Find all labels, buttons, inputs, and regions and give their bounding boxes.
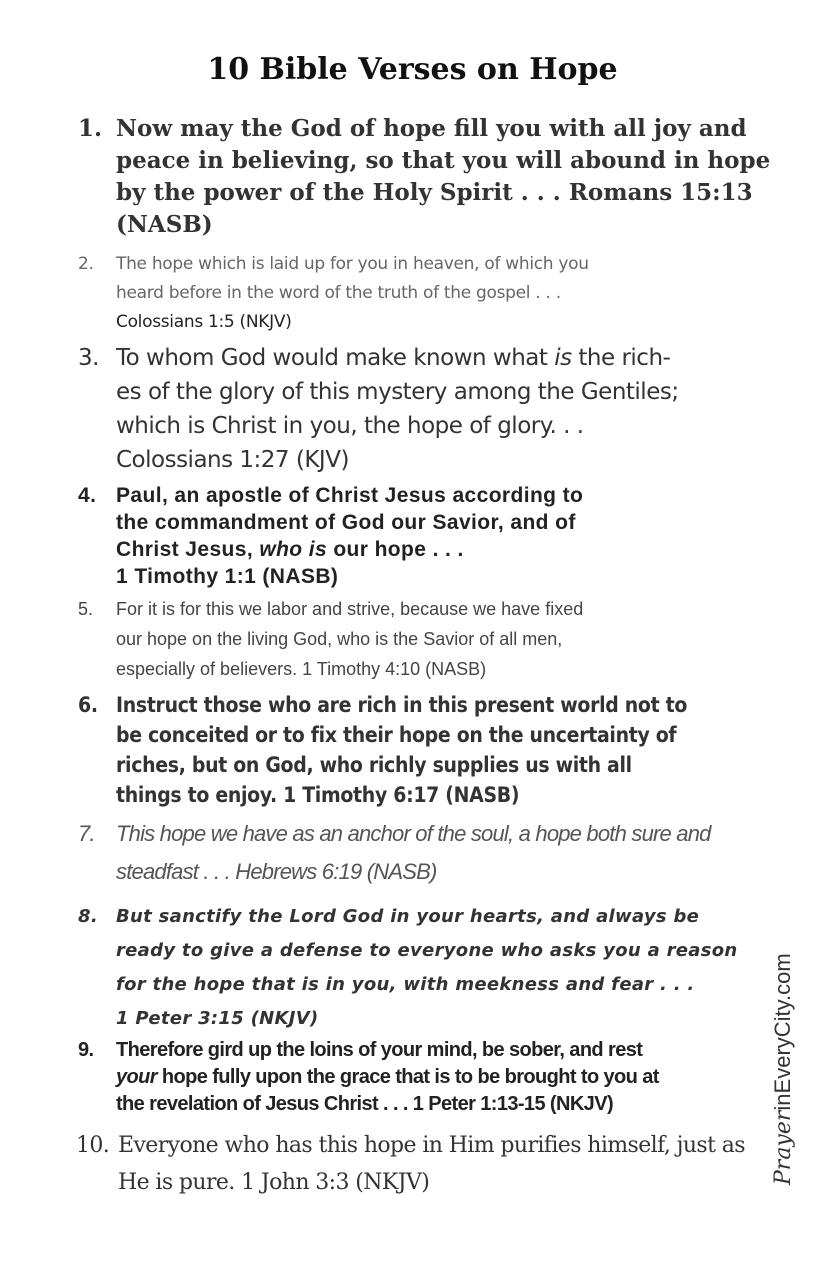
verse-segment: es of the glory of this mystery among the Gentiles; <box>116 379 679 405</box>
verse-line <box>116 624 746 654</box>
verse-segment: To whom God would make known what <box>116 345 555 371</box>
verse-segment: Christ Jesus, <box>116 538 260 561</box>
verse-segment: 1 Timothy 1:1 (NASB) <box>116 565 339 588</box>
emphasis-text: who is <box>259 538 328 561</box>
verse-segment: hope fully upon the grace that is to be brought to you at <box>156 1066 659 1088</box>
verse-segment: our hope on the living God, who is the Savior of all men, <box>116 629 563 649</box>
verse-number: 1. <box>78 115 103 142</box>
verse-line <box>116 375 746 409</box>
verse-segment: Therefore gird up the loins of your mind, be sober, and rest <box>116 1039 643 1061</box>
verse-segment: our hope . . . <box>327 538 464 561</box>
verse-text <box>116 482 746 590</box>
watermark-prayerineverycity <box>770 953 796 1185</box>
verse-number: 6. <box>78 693 98 717</box>
verse-line <box>116 594 746 624</box>
verse-line <box>116 968 746 1002</box>
verse-line <box>116 341 746 375</box>
verse-line <box>116 690 746 720</box>
verse-number: 7. <box>78 821 95 846</box>
verse-segment: Instruct those who are rich in this present world not to <box>116 693 688 717</box>
verse-text <box>118 1127 748 1201</box>
verse-line <box>116 654 746 684</box>
verse-segment: Now may the God of hope fill you with all joy and <box>116 115 747 142</box>
verse-segment: Colossians 1:5 (NKJV) <box>116 312 292 332</box>
verse-segment: He is pure. 1 John 3:3 (NKJV) <box>118 1170 430 1195</box>
watermark-rest: inEveryCity.com <box>770 953 795 1111</box>
verse-line <box>116 250 746 279</box>
verse-segment: This hope we have as an anchor of the soul, a hope both sure and <box>116 821 711 846</box>
verse-segment: riches, but on God, who richly supplies us with all <box>116 753 632 777</box>
verse-line <box>118 1164 748 1201</box>
verse-segment: Colossians 1:27 (KJV) <box>116 447 349 473</box>
verse-line <box>116 563 746 590</box>
verse-segment: heard before in the word of the truth of the gospel . . . <box>116 283 561 303</box>
verse-segment: The hope which is laid up for you in heaven, of which you <box>116 254 589 274</box>
verse-line <box>116 1002 746 1036</box>
verse-segment: (NASB) <box>116 211 213 238</box>
verse-line <box>116 443 746 477</box>
verse-segment: things to enjoy. 1 Timothy 6:17 (NASB) <box>116 783 520 807</box>
verse-line <box>116 815 746 853</box>
verse-line <box>116 720 746 750</box>
verse-segment: ready to <box>116 940 211 961</box>
verse-line <box>116 536 746 563</box>
verse-line <box>116 177 753 209</box>
verse-line <box>116 900 746 934</box>
verse-number: 2. <box>78 254 94 274</box>
verse-segment: a defense to everyone who asks you a reason <box>254 940 738 961</box>
verse-text <box>116 113 771 241</box>
verse-line <box>116 279 746 308</box>
verse-line <box>116 308 746 337</box>
verse-line <box>116 409 746 443</box>
verse-text <box>116 900 746 1036</box>
verse-segment: which is Christ in you, the hope of glory. . . <box>116 413 584 439</box>
verse-segment: be conceited or to fix their hope on the uncertainty of <box>116 723 677 747</box>
verse-number: 10. <box>76 1133 110 1158</box>
verse-text <box>116 815 746 891</box>
verse-text <box>116 594 746 684</box>
page-title: 10 Bible Verses on Hope <box>207 52 618 87</box>
verse-segment: the revelation of Jesus Christ . . . 1 Peter 1:13-15 (NKJV) <box>116 1093 614 1115</box>
verse-line <box>116 934 746 968</box>
verse-text <box>116 690 746 810</box>
emphasis-text: is <box>554 345 572 371</box>
verse-number: 8. <box>78 906 98 927</box>
verse-line <box>118 1127 748 1164</box>
verse-line <box>116 482 746 509</box>
verse-segment: peace in believing, so that you will abound in hope <box>116 147 771 174</box>
verse-segment: the rich- <box>571 345 671 371</box>
verse-line <box>116 1091 746 1118</box>
verse-line <box>116 145 771 177</box>
verse-number: 4. <box>78 484 97 507</box>
verse-number: 3. <box>78 345 99 371</box>
verse-line <box>116 1064 746 1091</box>
emphasis-text: your <box>116 1066 157 1088</box>
verse-segment: steadfast . . . Hebrews 6:19 (NASB) <box>116 859 437 884</box>
verse-line <box>116 750 746 780</box>
verse-number: 5. <box>78 599 94 619</box>
verse-line <box>116 209 746 241</box>
verse-segment: For it is for this we labor and strive, because we have fixed <box>116 599 584 619</box>
verse-text <box>116 341 746 477</box>
verse-segment: 1 Peter 3:15 (NKJV) <box>116 1008 319 1029</box>
verse-line <box>116 509 746 536</box>
verse-line <box>116 1037 746 1064</box>
verse-line <box>116 853 746 891</box>
verse-text <box>116 1037 746 1118</box>
verse-segment: by the power of the Holy Spirit . . . Romans 15:13 <box>116 179 753 206</box>
verse-number: 9. <box>78 1039 94 1061</box>
verse-segment: Paul, an apostle of Christ Jesus according to <box>116 484 584 507</box>
watermark-script: Prayer <box>771 1110 796 1185</box>
verse-segment: the commandment of God our Savior, and of <box>116 511 576 534</box>
verse-line <box>116 780 746 810</box>
verse-text <box>116 250 746 337</box>
emphasis-text: give <box>210 940 255 961</box>
verse-segment: especially of believers. 1 Timothy 4:10 (NASB) <box>116 659 487 679</box>
verse-segment: But sanctify the Lord God in your hearts, and always be <box>116 906 700 927</box>
verse-segment: Everyone who has this hope in Him purifies himself, just as <box>118 1133 745 1158</box>
verse-line <box>116 113 746 145</box>
verse-segment: for the hope that is in you, with meekness and fear . . . <box>116 974 695 995</box>
